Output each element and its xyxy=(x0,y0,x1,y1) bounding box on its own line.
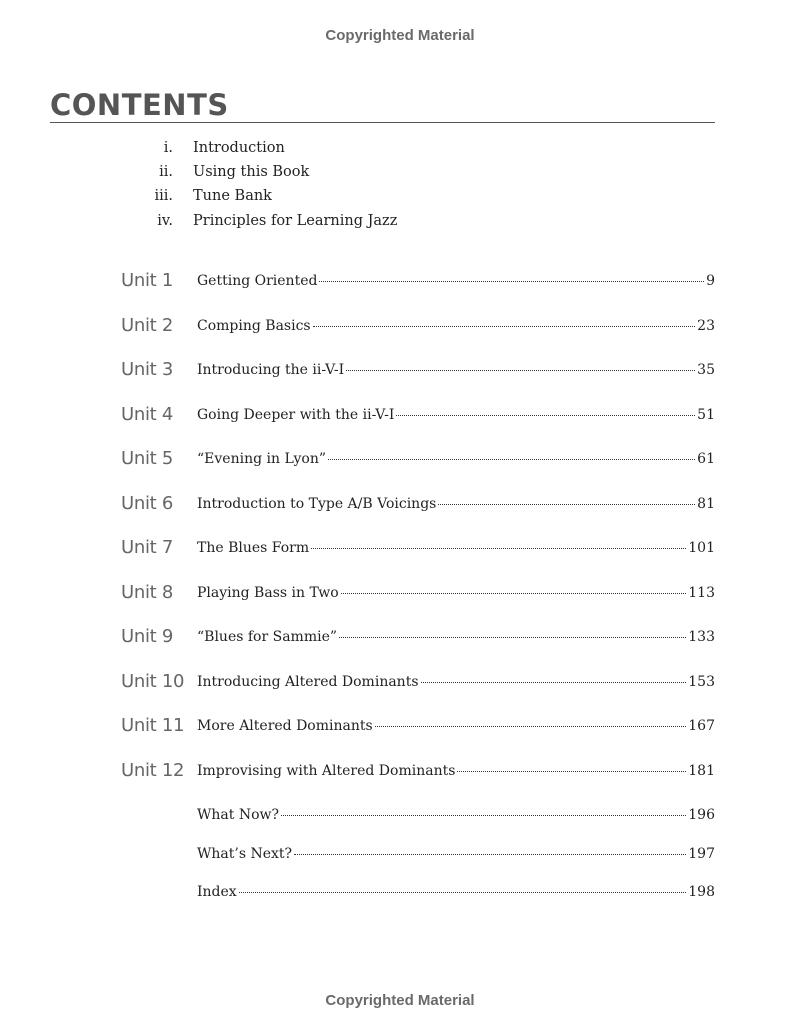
unit-label: Unit 9 xyxy=(121,626,174,647)
front-matter-item[interactable] xyxy=(0,188,800,212)
toc-entry xyxy=(197,273,715,289)
unit-label: Unit 12 xyxy=(121,760,185,781)
front-matter-title: Introduction xyxy=(193,140,285,156)
toc-unit-row[interactable] xyxy=(0,315,800,345)
page-number: 153 xyxy=(688,674,715,690)
unit-label: Unit 7 xyxy=(121,537,174,558)
toc-entry xyxy=(197,629,715,645)
page-number: 51 xyxy=(697,407,715,423)
dot-leader xyxy=(421,682,687,683)
dot-leader xyxy=(239,892,687,893)
title-rule xyxy=(50,122,715,123)
dot-leader xyxy=(341,593,687,594)
dot-leader xyxy=(294,854,686,855)
unit-title: “Blues for Sammie” xyxy=(197,629,338,645)
front-matter-title: Tune Bank xyxy=(193,188,272,204)
unit-label: Unit 11 xyxy=(121,715,185,736)
toc-entry xyxy=(197,846,715,862)
toc-entry xyxy=(197,884,715,900)
page-number: 196 xyxy=(688,807,715,823)
toc-entry xyxy=(197,674,715,690)
page-number: 133 xyxy=(688,629,715,645)
toc-entry xyxy=(197,318,715,334)
unit-label: Unit 1 xyxy=(121,270,174,291)
toc-entry xyxy=(197,451,715,467)
front-matter-number: iv. xyxy=(157,213,173,229)
toc-back-row[interactable] xyxy=(0,881,800,911)
toc-entry xyxy=(197,807,715,823)
toc-entry xyxy=(197,763,715,779)
unit-label: Unit 4 xyxy=(121,404,174,425)
dot-leader xyxy=(375,726,687,727)
dot-leader xyxy=(438,504,695,505)
dot-leader xyxy=(319,281,704,282)
dot-leader xyxy=(346,370,695,371)
toc-unit-row[interactable] xyxy=(0,760,800,790)
unit-title: Introducing the ii-V-I xyxy=(197,362,345,378)
unit-title: Getting Oriented xyxy=(197,273,318,289)
dot-leader xyxy=(457,771,686,772)
dot-leader xyxy=(396,415,695,416)
page-number: 167 xyxy=(688,718,715,734)
page-number: 101 xyxy=(688,540,715,556)
toc-entry xyxy=(197,718,715,734)
dot-leader xyxy=(311,548,686,549)
unit-label: Unit 2 xyxy=(121,315,174,336)
page-number: 9 xyxy=(706,273,715,289)
page-number: 197 xyxy=(688,846,715,862)
toc-unit-row[interactable] xyxy=(0,448,800,478)
front-matter-number: ii. xyxy=(159,164,173,180)
unit-title: Introduction to Type A/B Voicings xyxy=(197,496,437,512)
page-number: 113 xyxy=(688,585,715,601)
front-matter-number: iii. xyxy=(154,188,173,204)
unit-title: Playing Bass in Two xyxy=(197,585,339,601)
back-matter-title: What’s Next? xyxy=(197,846,293,862)
unit-title: Introducing Altered Dominants xyxy=(197,674,419,690)
front-matter-item[interactable] xyxy=(0,213,800,237)
page-number: 23 xyxy=(697,318,715,334)
page-number: 81 xyxy=(697,496,715,512)
unit-title: The Blues Form xyxy=(197,540,310,556)
toc-unit-row[interactable] xyxy=(0,715,800,745)
back-matter-title: Index xyxy=(197,884,237,900)
unit-label: Unit 6 xyxy=(121,493,174,514)
unit-title: More Altered Dominants xyxy=(197,718,373,734)
toc-unit-row[interactable] xyxy=(0,582,800,612)
page-number: 61 xyxy=(697,451,715,467)
unit-title: Improvising with Altered Dominants xyxy=(197,763,456,779)
toc-unit-row[interactable] xyxy=(0,404,800,434)
toc-entry xyxy=(197,362,715,378)
dot-leader xyxy=(313,326,696,327)
unit-title: “Evening in Lyon” xyxy=(197,451,327,467)
toc-unit-row[interactable] xyxy=(0,671,800,701)
dot-leader xyxy=(339,637,686,638)
front-matter-item[interactable] xyxy=(0,164,800,188)
page-title: CONTENTS xyxy=(50,88,229,122)
dot-leader xyxy=(328,459,695,460)
toc-entry xyxy=(197,407,715,423)
toc-unit-row[interactable] xyxy=(0,626,800,656)
watermark-top: Copyrighted Material xyxy=(325,27,475,44)
front-matter-number: i. xyxy=(163,140,173,156)
toc-unit-row[interactable] xyxy=(0,270,800,300)
toc-unit-row[interactable] xyxy=(0,493,800,523)
toc-entry xyxy=(197,496,715,512)
toc-entry xyxy=(197,540,715,556)
toc-entry xyxy=(197,585,715,601)
toc-unit-row[interactable] xyxy=(0,359,800,389)
unit-label: Unit 5 xyxy=(121,448,174,469)
unit-label: Unit 3 xyxy=(121,359,174,380)
page-number: 181 xyxy=(688,763,715,779)
watermark-bottom: Copyrighted Material xyxy=(325,992,475,1009)
dot-leader xyxy=(281,815,686,816)
unit-label: Unit 10 xyxy=(121,671,185,692)
back-matter-title: What Now? xyxy=(197,807,279,823)
toc-unit-row[interactable] xyxy=(0,537,800,567)
toc-back-row[interactable] xyxy=(0,843,800,873)
front-matter-title: Using this Book xyxy=(193,164,310,180)
page-number: 198 xyxy=(688,884,715,900)
front-matter-title: Principles for Learning Jazz xyxy=(193,213,398,229)
unit-title: Going Deeper with the ii-V-I xyxy=(197,407,395,423)
unit-label: Unit 8 xyxy=(121,582,174,603)
front-matter-item[interactable] xyxy=(0,140,800,164)
page-number: 35 xyxy=(697,362,715,378)
toc-back-row[interactable] xyxy=(0,804,800,834)
unit-title: Comping Basics xyxy=(197,318,311,334)
